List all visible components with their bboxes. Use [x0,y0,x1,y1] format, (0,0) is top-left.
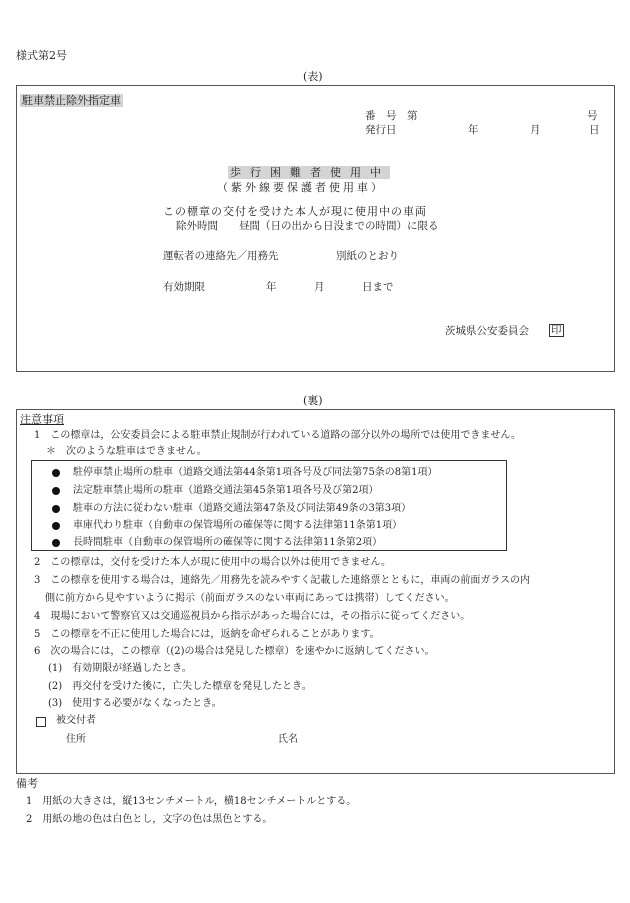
note-3a: 3 この標章を使用する場合は，連絡先／用務先を読みやすく記載した連絡票とともに，車両の前面ガラスの内 [34,575,531,586]
sign-subtitle: （紫外線要保護者使用車） [217,181,385,194]
number-suffix: 号 [587,110,598,122]
bullet-icon [52,522,60,530]
recipient-label: 被交付者 [56,715,96,726]
prohibited-item: 車庫代わり駐車（自動車の保管場所の確保等に関する法律第11条第1項） [73,520,403,531]
note-1-sub: ＊ 次のような駐車はできません。 [46,446,207,457]
validity-label: 有効期限 [163,281,205,293]
seal-mark: 印 [551,324,562,336]
note-4: 4 現場において警察官又は交通巡視員から指示があった場合には，その指示に従ってください。 [34,611,471,622]
note-2: 2 この標章は，交付を受けた本人が現に使用中の場合以外は使用できません。 [34,557,391,568]
issue-date-label: 発行日 [365,124,397,136]
note-6: 6 次の場合には，この標章（(2)の場合は発見した標章）を速やかに返納してください。 [34,646,435,657]
notes-heading: 注意事項 [20,413,64,426]
prohibited-item: 駐車の方法に従わない駐車（道路交通法第47条及び同法第49条の3第3項） [73,503,412,514]
prohibited-item: 法定駐車禁止場所の駐車（道路交通法第45条第1項各号及び第2項） [73,485,379,496]
note-6-sub-1: (1) 有効期限が経過したとき。 [48,663,192,674]
note-6-sub-3: (3) 使用する必要がなくなったとき。 [48,698,222,709]
exemption-tag: 駐車禁止除外指定車 [22,94,121,107]
bullet-icon [52,469,60,477]
note-6-sub-2: (2) 再交付を受けた後に，亡失した標章を発見したとき。 [48,681,312,692]
issue-date-day: 日 [589,124,600,136]
validity-month: 月 [314,281,325,293]
usage-line-1: この標章の交付を受けた本人が現に使用中の車両 [163,205,427,218]
form-number: 様式第2号 [16,49,67,62]
prohibited-item: 長時間駐車（自動車の保管場所の確保等に関する法律第11条第2項） [73,537,383,548]
prohibited-item: 駐停車禁止場所の駐車（道路交通法第44条第1項各号及び同法第75条の8第1項） [73,467,438,478]
bullet-icon [52,487,60,495]
front-label: (表) [303,70,323,83]
name-label: 氏名 [278,734,298,745]
address-label: 住所 [66,734,86,745]
remarks-heading: 備考 [16,777,38,790]
contact-value: 別紙のとおり [336,250,399,262]
validity-day: 日まで [362,281,394,293]
recipient-checkbox[interactable] [36,717,46,727]
note-1: 1 この標章は，公安委員会による駐車禁止規制が行われている道路の部分以外の場所では使用できません。 [34,430,521,441]
bullet-icon [52,539,60,547]
remark-1: 1 用紙の大きさは，縦13センチメートル，横18センチメートルとする。 [26,796,357,807]
issuer-name: 茨城県公安委員会 [445,325,529,337]
contact-label: 運転者の連絡先／用務先 [163,250,279,262]
note-5: 5 この標章を不正に使用した場合には，返納を命ぜられることがあります。 [34,629,380,640]
issue-date-year: 年 [468,124,479,136]
note-3b: 側に前方から見やすいように掲示（前面ガラスのない車両にあっては携帯）してください。 [45,593,455,604]
number-label: 番 号 第 [365,110,418,122]
sign-title: 歩行困難者使用中 [230,166,390,179]
remark-2: 2 用紙の地の色は白色とし，文字の色は黒色とする。 [26,814,273,825]
issue-date-month: 月 [530,124,541,136]
validity-year: 年 [266,281,277,293]
back-label: (裏) [303,394,323,407]
bullet-icon [52,505,60,513]
usage-line-2: 除外時間 昼間（日の出から日没までの時間）に限る [176,220,439,232]
